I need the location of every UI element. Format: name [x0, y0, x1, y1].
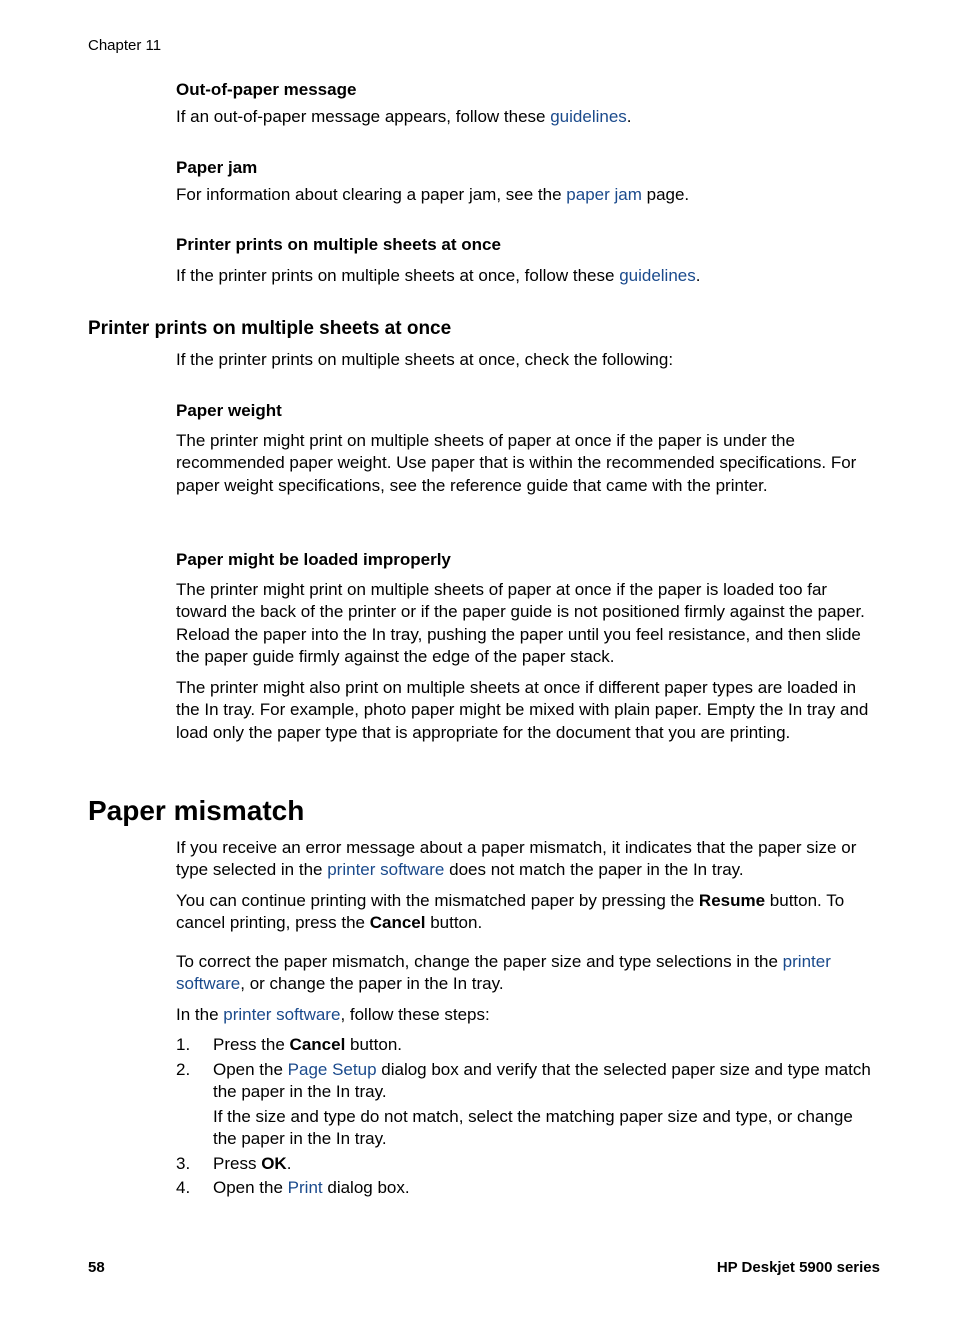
text: Press the — [213, 1035, 290, 1054]
paragraph-loaded-2: The printer might also print on multiple sheets at once if different paper types are loaded in the In tray. For example, photo paper might be mixed with plain paper. Empty the In tray and load only the paper type that is appropriate for the document that you are printing. — [176, 678, 869, 742]
list-number: 4. — [176, 1178, 191, 1197]
guidelines-link[interactable]: guidelines — [550, 107, 627, 126]
list-text — [213, 1059, 881, 1104]
paragraph-mismatch-3 — [176, 951, 881, 996]
text: Open the — [213, 1060, 288, 1079]
printer-software-link[interactable]: printer software — [223, 1005, 341, 1024]
list-number: 2. — [176, 1060, 191, 1079]
heading-paper-weight: Paper weight — [176, 401, 282, 420]
text: button. — [425, 913, 483, 933]
text: dialog box and verify that the selected paper size and type match the paper in the In tray. — [213, 1060, 871, 1102]
cancel-label: Cancel — [289, 1035, 346, 1054]
printer-software-link[interactable]: printer software — [176, 952, 831, 994]
text: If you receive an error message about a paper mismatch, it indicates that the paper size or type selected in the — [176, 838, 857, 880]
list-text — [213, 1177, 881, 1199]
page-setup-link[interactable]: Page Setup — [287, 1060, 377, 1079]
text: . — [286, 1154, 292, 1173]
text: . — [626, 107, 632, 126]
product-name: HP Deskjet 5900 series — [716, 1259, 880, 1276]
ok-label: OK — [261, 1154, 287, 1173]
text: . — [695, 266, 701, 285]
page-number: 58 — [88, 1259, 105, 1276]
printer-software-link[interactable]: printer software — [327, 860, 445, 880]
text: Open the — [213, 1178, 288, 1197]
text: For information about clearing a paper jam, see the — [176, 185, 567, 204]
text: You can continue printing with the mismatched paper by pressing the — [176, 891, 699, 910]
heading-multiple-sheets: Printer prints on multiple sheets at once — [88, 318, 452, 339]
print-link[interactable]: Print — [287, 1178, 323, 1197]
paragraph-out-of-paper — [176, 106, 881, 128]
text: , follow these steps: — [340, 1005, 490, 1024]
paragraph-mismatch-4 — [176, 1004, 881, 1026]
chapter-label: Chapter 11 — [88, 37, 162, 54]
text: To correct the paper mismatch, change the paper size and type selections in the — [176, 952, 783, 971]
cancel-label: Cancel — [369, 913, 426, 933]
heading-multiple-sheets-sub: Printer prints on multiple sheets at once — [176, 235, 501, 254]
text: button. To cancel printing, press the — [176, 891, 845, 933]
text: does not match the paper in the In tray. — [444, 860, 744, 880]
text: In the — [176, 1005, 224, 1024]
paragraph-paper-jam — [176, 184, 881, 206]
text: button. — [345, 1035, 403, 1054]
text: dialog box. — [322, 1178, 410, 1197]
resume-label: Resume — [698, 891, 766, 910]
heading-out-of-paper: Out-of-paper message — [176, 80, 357, 99]
text: Press — [213, 1154, 262, 1173]
text: If the printer prints on multiple sheets at once, follow these — [176, 266, 620, 285]
paragraph-mismatch-2 — [176, 890, 881, 935]
paragraph-mismatch-1 — [176, 837, 881, 882]
paper-jam-link[interactable]: paper jam — [566, 185, 642, 204]
paragraph-paper-weight: The printer might print on multiple sheets of paper at once if the paper is under the recommended paper weight. Use paper that is within the recommended specifications. For paper weight specifications, see the reference guide that came with the printer. — [176, 431, 857, 495]
list-text — [213, 1034, 881, 1056]
text: If an out-of-paper message appears, follow these — [176, 107, 551, 126]
heading-loaded-improperly: Paper might be loaded improperly — [176, 550, 451, 569]
paragraph-multiple-sheets-intro: If the printer prints on multiple sheets at once, check the following: — [176, 350, 674, 369]
list-note: If the size and type do not match, select the matching paper size and type, or change the paper in the In tray. — [213, 1107, 853, 1149]
guidelines-link[interactable]: guidelines — [619, 266, 696, 285]
heading-paper-mismatch: Paper mismatch — [88, 795, 305, 826]
text: , or change the paper in the In tray. — [240, 974, 504, 994]
paragraph-loaded-1: The printer might print on multiple sheets of paper at once if the paper is loaded too far toward the back of the printer or if the paper guide is not positioned firmly against the paper. Reload the paper into the In tray, pushing the paper until you feel resistance, and then slide the paper guide firmly against the edge of the paper stack. — [176, 580, 865, 667]
heading-paper-jam: Paper jam — [176, 158, 258, 177]
list-text — [213, 1153, 881, 1175]
list-number: 1. — [176, 1035, 191, 1054]
paragraph-multiple-sheets-sub — [176, 265, 881, 287]
list-number: 3. — [176, 1154, 191, 1173]
text: page. — [641, 185, 690, 204]
